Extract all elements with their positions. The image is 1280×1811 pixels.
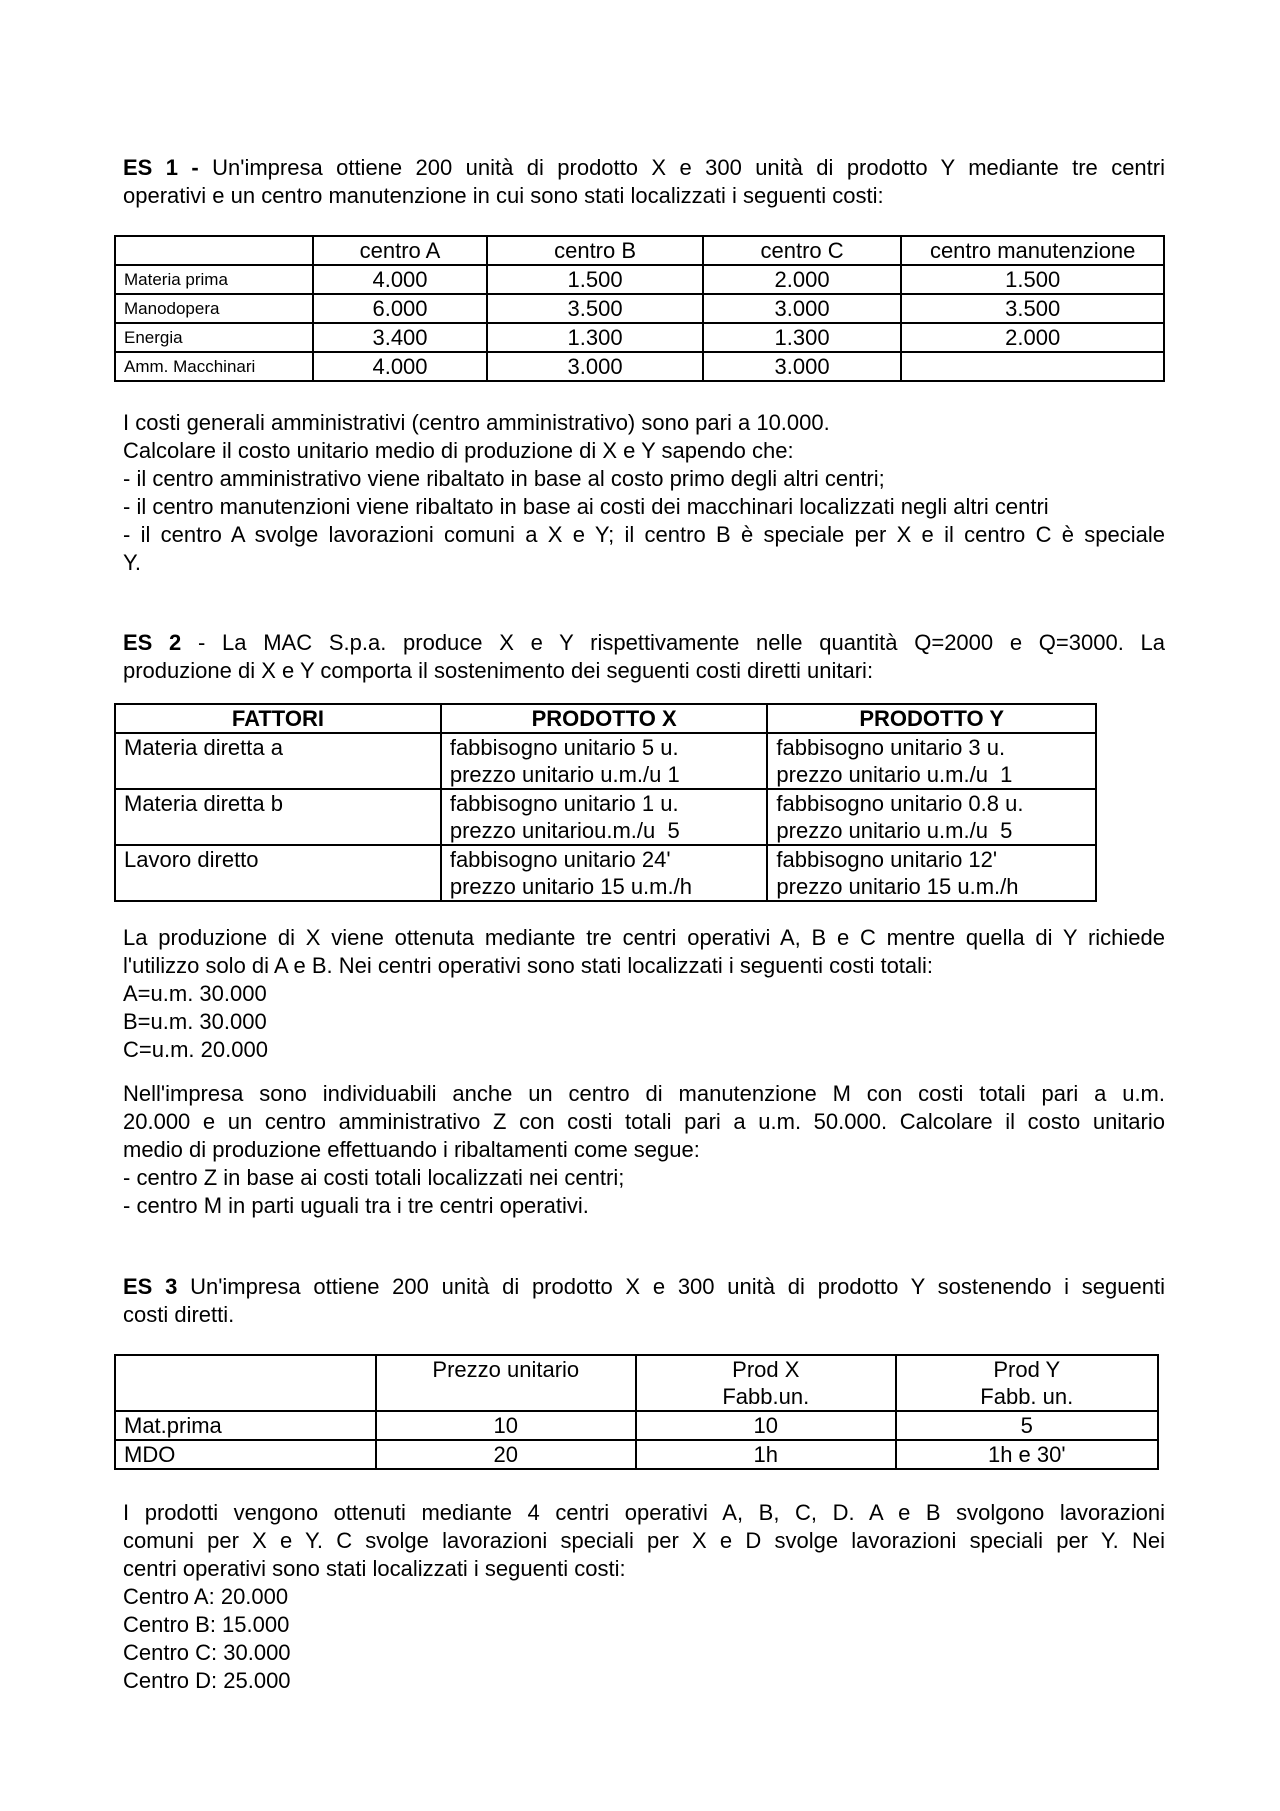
header-cell: PRODOTTO X — [441, 704, 768, 733]
cell: 2.000 — [901, 323, 1164, 352]
cell-line: fabbisogno unitario 3 u. — [776, 735, 1006, 760]
text-line: Centro A: 20.000 — [123, 1584, 289, 1609]
es3-intro-line: Un'impresa ottiene 200 unità di prodotto X e 300 unità di prodotto Y sostenendo i seguenti — [190, 1274, 1165, 1299]
cell: 1h — [636, 1440, 896, 1469]
text-line: Nell'impresa sono individuabili anche un centro di manutenzione M con costi totali pari a u.m. — [123, 1081, 1165, 1106]
table-row — [115, 1411, 1158, 1440]
row-label: Energia — [115, 323, 313, 352]
row-label: MDO — [115, 1440, 376, 1469]
es3-intro — [123, 1273, 1165, 1329]
es3-intro-line: costi diretti. — [123, 1302, 235, 1327]
text-line: - il centro amministrativo viene ribaltato in base al costo primo degli altri centri; — [123, 466, 885, 491]
cell: 10 — [376, 1411, 636, 1440]
text-line: l'utilizzo solo di A e B. Nei centri operativi sono stati localizzati i seguenti costi totali: — [123, 953, 934, 978]
table-row — [115, 352, 1164, 381]
es1-intro-line: Un'impresa ottiene 200 unità di prodotto X e 300 unità di prodotto Y mediante tre centri — [212, 155, 1165, 180]
es2-intro-line: produzione di X e Y comporta il sostenimento dei seguenti costi diretti unitari: — [123, 658, 874, 683]
cell-line: prezzo unitario u.m./u 1 — [776, 762, 1013, 787]
es1-cost-table — [114, 235, 1165, 382]
row-label: Lavoro diretto — [115, 845, 441, 901]
table-row — [115, 294, 1164, 323]
row-label: Materia diretta b — [115, 789, 441, 845]
text-line: Centro B: 15.000 — [123, 1612, 290, 1637]
cell-line: prezzo unitario 15 u.m./h — [449, 874, 692, 899]
es3-text — [123, 1499, 1165, 1695]
header-line: Prod Y — [993, 1357, 1061, 1382]
cell: 4.000 — [313, 265, 488, 294]
row-label: Materia prima — [115, 265, 313, 294]
row-label: Materia diretta a — [115, 733, 441, 789]
text-line: La produzione di X viene ottenuta mediante tre centri operativi A, B e C mentre quella di Y richiede — [123, 925, 1165, 950]
row-label: Amm. Macchinari — [115, 352, 313, 381]
header-cell — [896, 1355, 1158, 1411]
cell: 10 — [636, 1411, 896, 1440]
cell-line: prezzo unitario u.m./u 1 — [449, 762, 680, 787]
es3-direct-cost-table — [114, 1354, 1159, 1470]
table-row — [115, 323, 1164, 352]
cell — [441, 845, 768, 901]
cell: 20 — [376, 1440, 636, 1469]
es2-label: ES 2 — [123, 630, 182, 655]
text-line: I prodotti vengono ottenuti mediante 4 centri operativi A, B, C, D. A e B svolgono lavorazioni — [123, 1500, 1165, 1525]
table-row — [115, 789, 1096, 845]
cell: 5 — [896, 1411, 1158, 1440]
header-cell: FATTORI — [115, 704, 441, 733]
table-header-row — [115, 1355, 1158, 1411]
cell — [901, 352, 1164, 381]
table-row — [115, 733, 1096, 789]
text-line: - centro M in parti uguali tra i tre centri operativi. — [123, 1193, 589, 1218]
es1-intro — [123, 154, 1165, 210]
es2-intro-line: - La MAC S.p.a. produce X e Y rispettivamente nelle quantità Q=2000 e Q=3000. La — [198, 630, 1165, 655]
cell: 3.000 — [703, 352, 902, 381]
table-row — [115, 1440, 1158, 1469]
text-line: 20.000 e un centro amministrativo Z con costi totali pari a u.m. 50.000. Calcolare il costo unitario — [123, 1109, 1165, 1134]
cell: 6.000 — [313, 294, 488, 323]
text-line: - il centro manutenzioni viene ribaltato in base ai costi dei macchinari localizzati negli altri centri — [123, 494, 1049, 519]
table-header-row — [115, 236, 1164, 265]
table-row — [115, 265, 1164, 294]
row-label: Mat.prima — [115, 1411, 376, 1440]
text-line: Centro D: 25.000 — [123, 1668, 291, 1693]
cell: 1.500 — [487, 265, 702, 294]
es2-text-1 — [123, 924, 1165, 1064]
text-line: I costi generali amministrativi (centro amministrativo) sono pari a 10.000. — [123, 410, 830, 435]
text-line: - centro Z in base ai costi totali localizzati nei centri; — [123, 1165, 625, 1190]
es3-label: ES 3 — [123, 1274, 178, 1299]
cell: 3.000 — [487, 352, 702, 381]
es2-intro — [123, 629, 1165, 685]
text-line: B=u.m. 30.000 — [123, 1009, 267, 1034]
cell-line: prezzo unitario 15 u.m./h — [776, 874, 1019, 899]
text-line: A=u.m. 30.000 — [123, 981, 267, 1006]
cell-line: prezzo unitario u.m./u 5 — [776, 818, 1013, 843]
header-cell: centro C — [703, 236, 902, 265]
text-line: medio di produzione effettuando i ribaltamenti come segue: — [123, 1137, 700, 1162]
header-cell: centro B — [487, 236, 702, 265]
cell: 3.400 — [313, 323, 488, 352]
cell — [767, 733, 1096, 789]
cell-line: fabbisogno unitario 1 u. — [449, 791, 679, 816]
cell-line: fabbisogno unitario 12' — [776, 847, 998, 872]
text-line: Centro C: 30.000 — [123, 1640, 291, 1665]
cell: 4.000 — [313, 352, 488, 381]
cell — [767, 845, 1096, 901]
table-header-row — [115, 704, 1096, 733]
text-line: Calcolare il costo unitario medio di produzione di X e Y sapendo che: — [123, 438, 794, 463]
header-cell: centro A — [313, 236, 488, 265]
cell: 3.000 — [703, 294, 902, 323]
text-line: centri operativi sono stati localizzati i seguenti costi: — [123, 1556, 626, 1581]
cell: 2.000 — [703, 265, 902, 294]
cell-line: prezzo unitariou.m./u 5 — [449, 818, 680, 843]
text-line: C=u.m. 20.000 — [123, 1037, 268, 1062]
header-cell — [115, 1355, 376, 1411]
text-line: - il centro A svolge lavorazioni comuni a X e Y; il centro B è speciale per X e il centro C è speciale — [123, 522, 1165, 547]
cell — [767, 789, 1096, 845]
cell-line: fabbisogno unitario 5 u. — [449, 735, 679, 760]
es2-text-2 — [123, 1080, 1165, 1220]
cell: 3.500 — [901, 294, 1164, 323]
cell — [441, 733, 768, 789]
row-label: Manodopera — [115, 294, 313, 323]
table-row — [115, 845, 1096, 901]
header-cell — [636, 1355, 896, 1411]
cell: 1h e 30' — [896, 1440, 1158, 1469]
cell: 1.300 — [487, 323, 702, 352]
header-line: Fabb.un. — [722, 1384, 810, 1409]
cell: 1.300 — [703, 323, 902, 352]
cell-line: fabbisogno unitario 0.8 u. — [776, 791, 1024, 816]
es1-text — [123, 409, 1165, 577]
cell: 3.500 — [487, 294, 702, 323]
header-line: Fabb. un. — [980, 1384, 1074, 1409]
text-line: comuni per X e Y. C svolge lavorazioni speciali per X e D svolge lavorazioni speciali per Y. Nei — [123, 1528, 1165, 1553]
header-cell: centro manutenzione — [901, 236, 1164, 265]
header-cell: PRODOTTO Y — [767, 704, 1096, 733]
text-line: Y. — [123, 550, 141, 575]
header-cell: Prezzo unitario — [376, 1355, 636, 1411]
header-line: Prod X — [732, 1357, 800, 1382]
cell: 1.500 — [901, 265, 1164, 294]
cell-line: fabbisogno unitario 24' — [449, 847, 671, 872]
es1-label: ES 1 - — [123, 155, 199, 180]
es1-intro-line: operativi e un centro manutenzione in cui sono stati localizzati i seguenti costi: — [123, 183, 884, 208]
cell — [441, 789, 768, 845]
es2-direct-cost-table — [114, 703, 1097, 902]
header-cell — [115, 236, 313, 265]
